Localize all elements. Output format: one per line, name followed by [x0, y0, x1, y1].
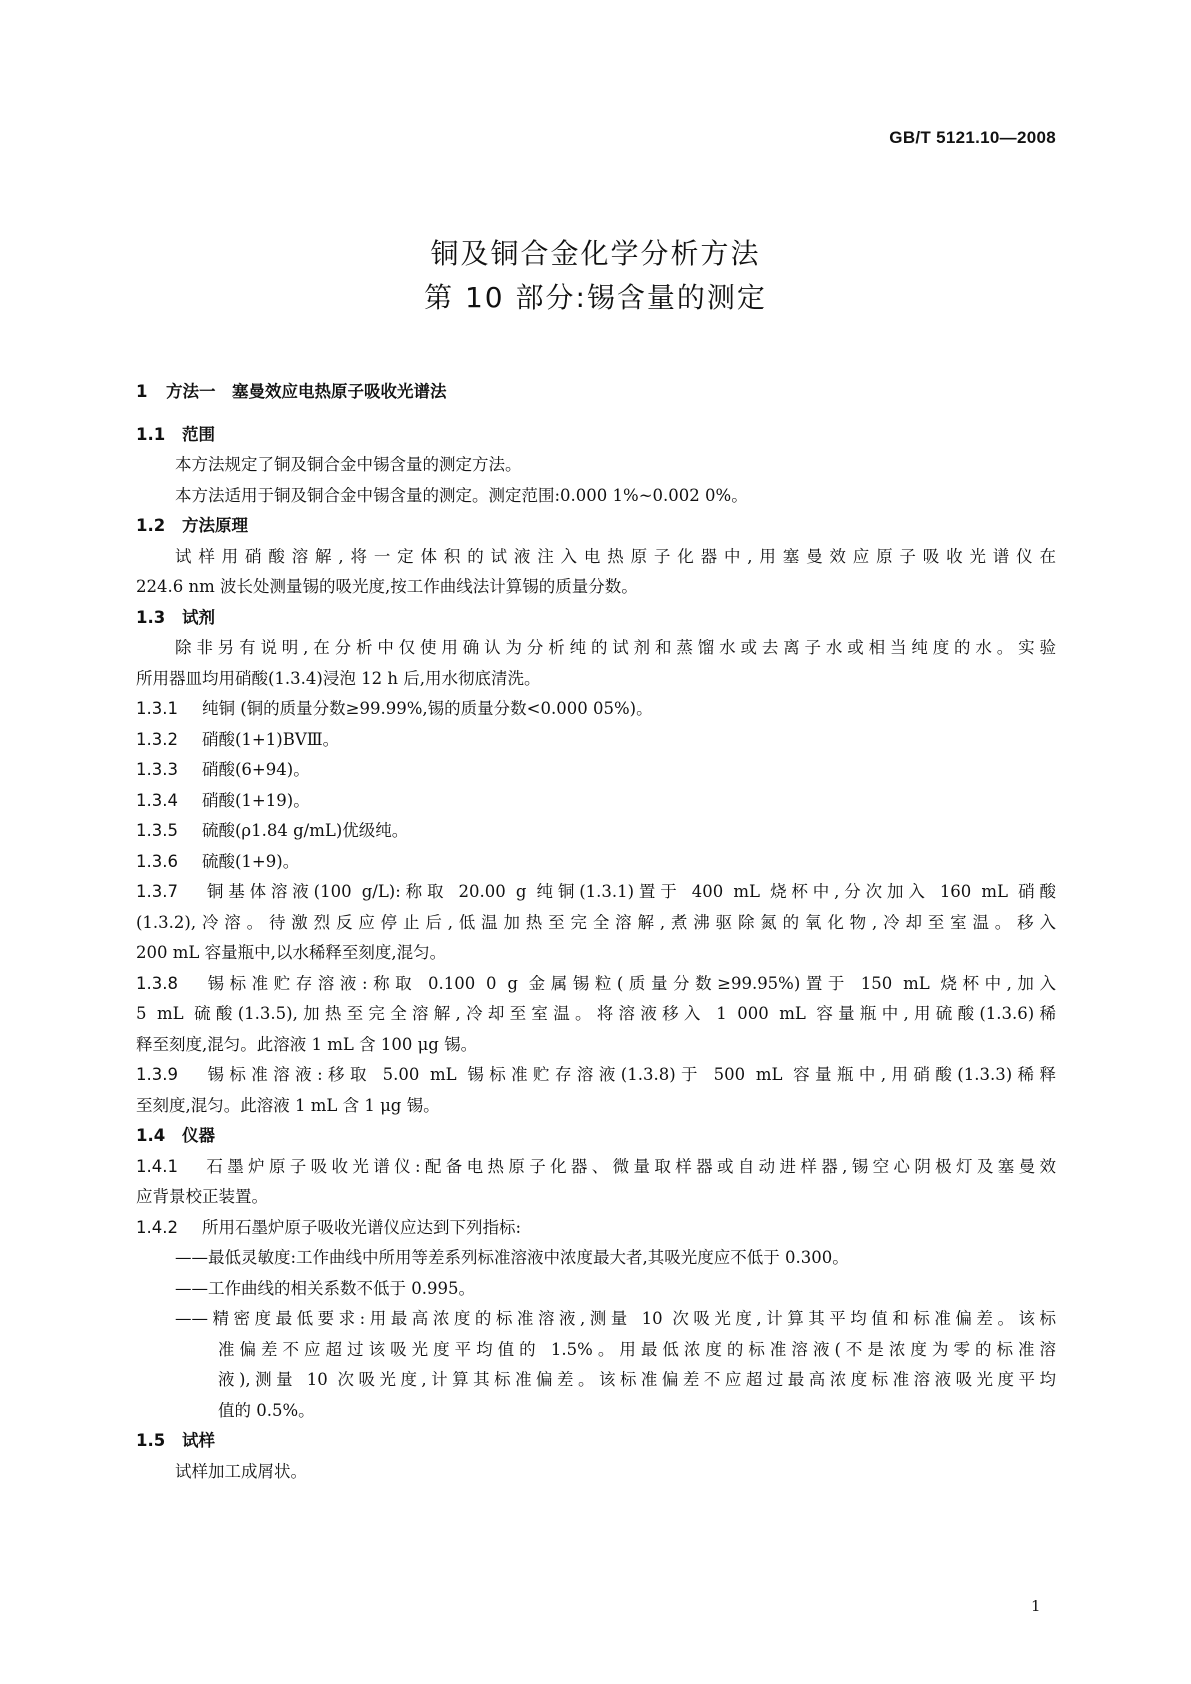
item-number: 1.3.3 — [136, 760, 178, 779]
item-text: 硫酸(ρ1.84 g/mL)优级纯。 — [202, 821, 409, 840]
paragraph-line: 试样用硝酸溶解,将一定体积的试液注入电热原子化器中,用塞曼效应原子吸收光谱仪在 — [175, 546, 1056, 566]
item-text: 铜基体溶液(100 g/L):称取 20.00 g 纯铜(1.3.1)置于 400 mL 烧杯中,分次加入 160 mL 硝酸 — [202, 882, 1056, 901]
paragraph-line: 224.6 nm 波长处测量锡的吸光度,按工作曲线法计算锡的质量分数。 — [136, 577, 638, 596]
list-item — [136, 816, 1056, 847]
paragraph-line: 除非另有说明,在分析中仅使用确认为分析纯的试剂和蒸馏水或去离子水或相当纯度的水。实验 — [175, 638, 1056, 657]
section-number: 1.5 — [136, 1431, 166, 1450]
item-text: 锡标准溶液:移取 5.00 mL 锡标准贮存溶液(1.3.8)于 500 mL 容量瓶中,用硝酸(1.3.3)稀释 — [202, 1065, 1056, 1084]
list-item — [136, 969, 1056, 1000]
list-item — [136, 725, 1056, 756]
section-number: 1.4 — [136, 1126, 166, 1145]
item-number: 1.3.1 — [136, 699, 178, 718]
item-number: 1.3.4 — [136, 790, 178, 810]
standard-code: GB/T 5121.10—2008 — [889, 128, 1056, 147]
section-1-5-heading — [136, 1426, 1056, 1457]
section-title: 方法一 塞曼效应电热原子吸收光谱法 — [166, 382, 447, 401]
paragraph: 试样加工成屑状。 — [175, 1461, 307, 1481]
item-number: 1.3.5 — [136, 821, 178, 840]
paragraph-line: 释至刻度,混匀。此溶液 1 mL 含 100 μg 锡。 — [136, 1034, 478, 1054]
paragraph-line: 至刻度,混匀。此溶液 1 mL 含 1 μg 锡。 — [136, 1095, 440, 1115]
paragraph-line: 5 mL 硫酸(1.3.5),加热至完全溶解,冷却至室温。将溶液移入 1 000 mL 容量瓶中,用硫酸(1.3.6)稀 — [136, 1004, 1056, 1023]
item-number: 1.4.1 — [136, 1156, 178, 1176]
list-item — [136, 1213, 1056, 1244]
paragraph-line: 应背景校正装置。 — [136, 1187, 268, 1206]
item-text: 所用石墨炉原子吸收光谱仪应达到下列指标: — [202, 1217, 522, 1237]
dash-item: ——最低灵敏度:工作曲线中所用等差系列标准溶液中浓度最大者,其吸光度应不低于 0.300。 — [175, 1248, 849, 1267]
item-number: 1.3.7 — [136, 882, 178, 901]
paragraph: 本方法规定了铜及铜合金中锡含量的测定方法。 — [175, 455, 522, 474]
item-number: 1.3.9 — [136, 1065, 178, 1084]
section-1-3-heading — [136, 603, 1056, 634]
section-number: 1.3 — [136, 607, 166, 627]
section-number: 1.2 — [136, 516, 166, 535]
item-text: 硫酸(1+9)。 — [202, 851, 300, 871]
item-number: 1.3.2 — [136, 729, 178, 749]
item-number: 1.4.2 — [136, 1217, 178, 1237]
paragraph-line: 所用器皿均用硝酸(1.3.4)浸泡 12 h 后,用水彻底清洗。 — [136, 668, 541, 688]
page-number: 1 — [1031, 1597, 1041, 1615]
paragraph-line: 准偏差不应超过该吸光度平均值的 1.5%。用最低浓度的标准溶液(不是浓度为零的标准溶 — [218, 1339, 1056, 1359]
section-title: 范围 — [182, 424, 215, 444]
section-title: 仪器 — [182, 1126, 215, 1145]
list-item — [136, 1060, 1056, 1091]
list-item — [136, 847, 1056, 878]
item-text: 硝酸(1+19)。 — [202, 790, 310, 810]
item-text: 硝酸(1+1)BVⅢ。 — [202, 729, 340, 749]
document-body — [136, 377, 1056, 1487]
item-text: 纯铜 (铜的质量分数≥99.99%,锡的质量分数<0.000 05%)。 — [202, 699, 653, 718]
document-title-line2: 第 10 部分:锡含量的测定 — [424, 281, 767, 314]
list-item — [136, 877, 1056, 908]
list-item — [136, 786, 1056, 817]
paragraph-line: 液),测量 10 次吸光度,计算其标准偏差。该标准偏差不应超过最高浓度标准溶液吸光度平均 — [218, 1370, 1056, 1389]
section-1-heading — [136, 377, 1056, 408]
section-number: 1 — [136, 382, 148, 401]
section-1-2-heading — [136, 511, 1056, 542]
item-number: 1.3.6 — [136, 851, 178, 871]
item-text: 硝酸(6+94)。 — [202, 760, 310, 779]
paragraph-line: 值的 0.5%。 — [218, 1400, 315, 1420]
list-item — [136, 755, 1056, 786]
paragraph-line: (1.3.2),冷溶。待激烈反应停止后,低温加热至完全溶解,煮沸驱除氮的氧化物,冷却至室温。移入 — [136, 912, 1056, 932]
section-title: 试样 — [182, 1431, 215, 1450]
section-title: 试剂 — [182, 607, 215, 627]
item-text: 石墨炉原子吸收光谱仪:配备电热原子化器、微量取样器或自动进样器,锡空心阴极灯及塞曼效 — [202, 1156, 1056, 1176]
list-item — [136, 694, 1056, 725]
section-title: 方法原理 — [182, 516, 248, 535]
paragraph-line: 200 mL 容量瓶中,以水稀释至刻度,混匀。 — [136, 943, 447, 962]
section-1-4-heading — [136, 1121, 1056, 1152]
document-title-line1: 铜及铜合金化学分析方法 — [430, 237, 761, 270]
dash-item: ——精密度最低要求:用最高浓度的标准溶液,测量 10 次吸光度,计算其平均值和标准偏差。该标 — [175, 1309, 1056, 1328]
item-number: 1.3.8 — [136, 973, 178, 993]
dash-item: ——工作曲线的相关系数不低于 0.995。 — [175, 1278, 475, 1298]
item-text: 锡标准贮存溶液:称取 0.100 0 g 金属锡粒(质量分数≥99.95%)置于 150 mL 烧杯中,加入 — [202, 973, 1056, 993]
section-number: 1.1 — [136, 424, 166, 444]
section-1-1-heading — [136, 420, 1056, 451]
paragraph: 本方法适用于铜及铜合金中锡含量的测定。测定范围:0.000 1%~0.002 0%。 — [175, 485, 748, 505]
list-item — [136, 1152, 1056, 1183]
